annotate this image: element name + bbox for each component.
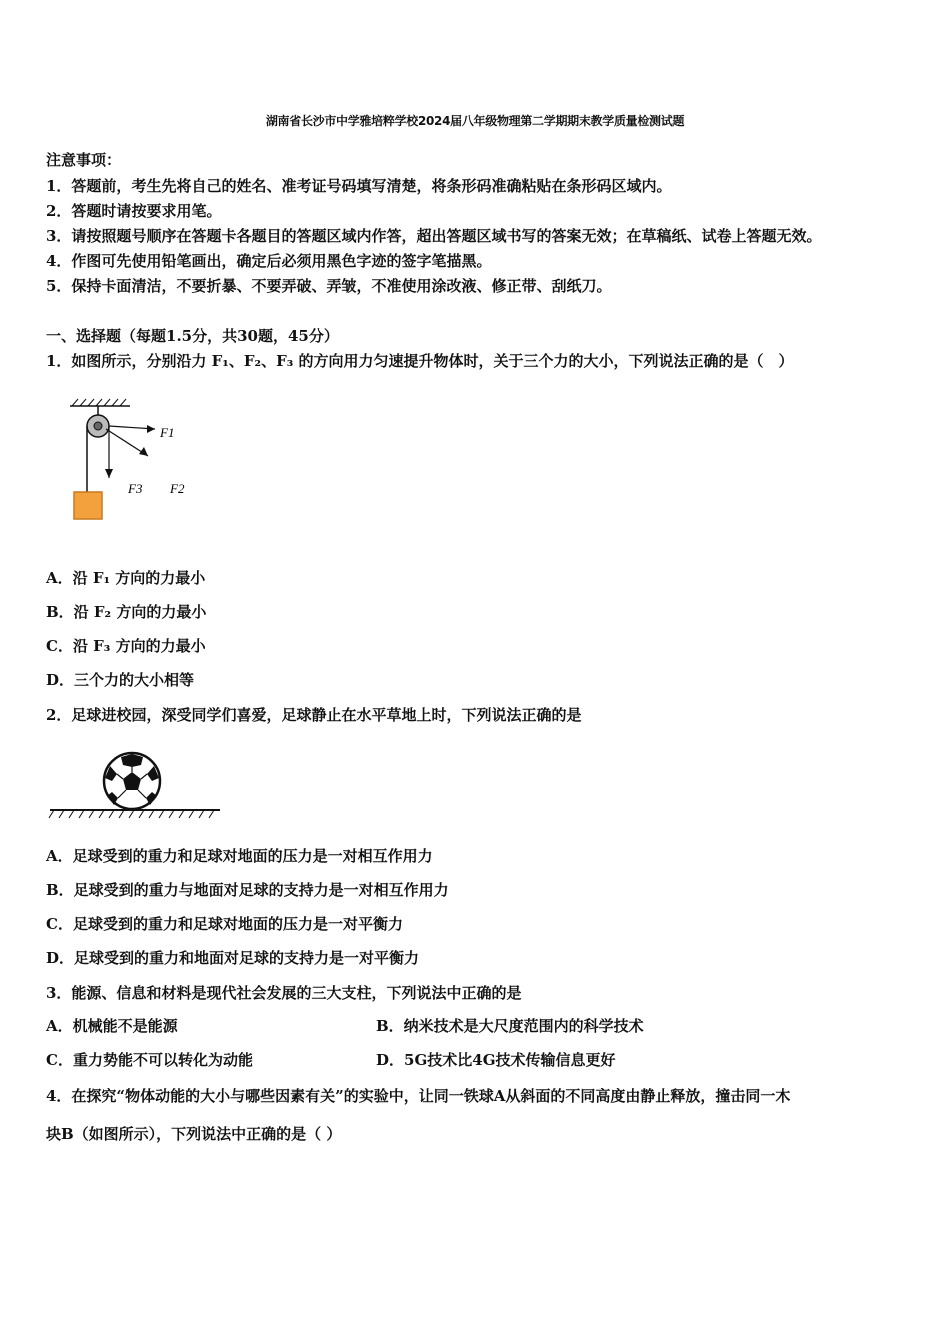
q3-option-c: C．重力势能不可以转化为动能 [46,1051,253,1069]
notice-item: 5．保持卡面清洁，不要折暴、不要弄破、弄皱，不准使用涂改液、修正带、刮纸刀。 [46,277,612,295]
f3-label: F3 [128,481,143,496]
question-3-stem: 3．能源、信息和材料是现代社会发展的三大支柱，下列说法中正确的是 [46,984,522,1002]
q1-option-c: C．沿 F₃ 方向的力最小 [46,637,206,655]
question-4-stem-line1: 4．在探究“物体动能的大小与哪些因素有关”的实验中，让同一铁球A从斜面的不同高度由静止释放，撞击同一木 [46,1087,791,1105]
q3-option-d: D．5G技术比4G技术传输信息更好 [376,1051,616,1069]
section-heading: 一、选择题（每题1.5分，共30题，45分） [46,327,339,345]
notice-heading: 注意事项： [46,151,122,169]
notice-item: 3．请按照题号顺序在答题卡各题目的答题区域内作答，超出答题区域书写的答案无效；在草稿纸、试卷上答题无效。 [46,227,822,245]
q2-option-a: A．足球受到的重力和足球对地面的压力是一对相互作用力 [46,847,433,865]
q1-option-b: B．沿 F₂ 方向的力最小 [46,603,207,621]
question-4-stem-line2: 块B（如图所示），下列说法中正确的是（ ） [46,1125,342,1143]
soccer-ball-figure [48,748,223,827]
q2-option-c: C．足球受到的重力和足球对地面的压力是一对平衡力 [46,915,403,933]
question-1-stem: 1．如图所示，分别沿力 F₁、F₂、F₃ 的方向用力匀速提升物体时，关于三个力的大小，下列说法正确的是（ ） [46,352,794,370]
q1-option-d: D．三个力的大小相等 [46,671,195,689]
q2-option-d: D．足球受到的重力和地面对足球的支持力是一对平衡力 [46,949,420,967]
notice-item: 2．答题时请按要求用笔。 [46,202,222,220]
notice-item: 1．答题前，考生先将自己的姓名、准考证号码填写清楚，将条形码准确粘贴在条形码区域内。 [46,177,672,195]
f2-label: F2 [170,481,185,496]
q1-option-a: A．沿 F₁ 方向的力最小 [46,569,206,587]
question-2-stem: 2．足球进校园，深受同学们喜爱，足球静止在水平草地上时，下列说法正确的是 [46,706,582,724]
page-title: 湖南省长沙市中学雅培粹学校2024届八年级物理第二学期期末教学质量检测试题 [265,114,685,128]
q3-option-a: A．机械能不是能源 [46,1017,178,1035]
f1-label: F1 [160,425,175,440]
q3-option-b: B．纳米技术是大尺度范围内的科学技术 [376,1017,644,1035]
notice-item: 4．作图可先使用铅笔画出，确定后必须用黑色字迹的签字笔描黑。 [46,252,492,270]
q2-option-b: B．足球受到的重力与地面对足球的支持力是一对相互作用力 [46,881,449,899]
pulley-figure [60,396,210,532]
